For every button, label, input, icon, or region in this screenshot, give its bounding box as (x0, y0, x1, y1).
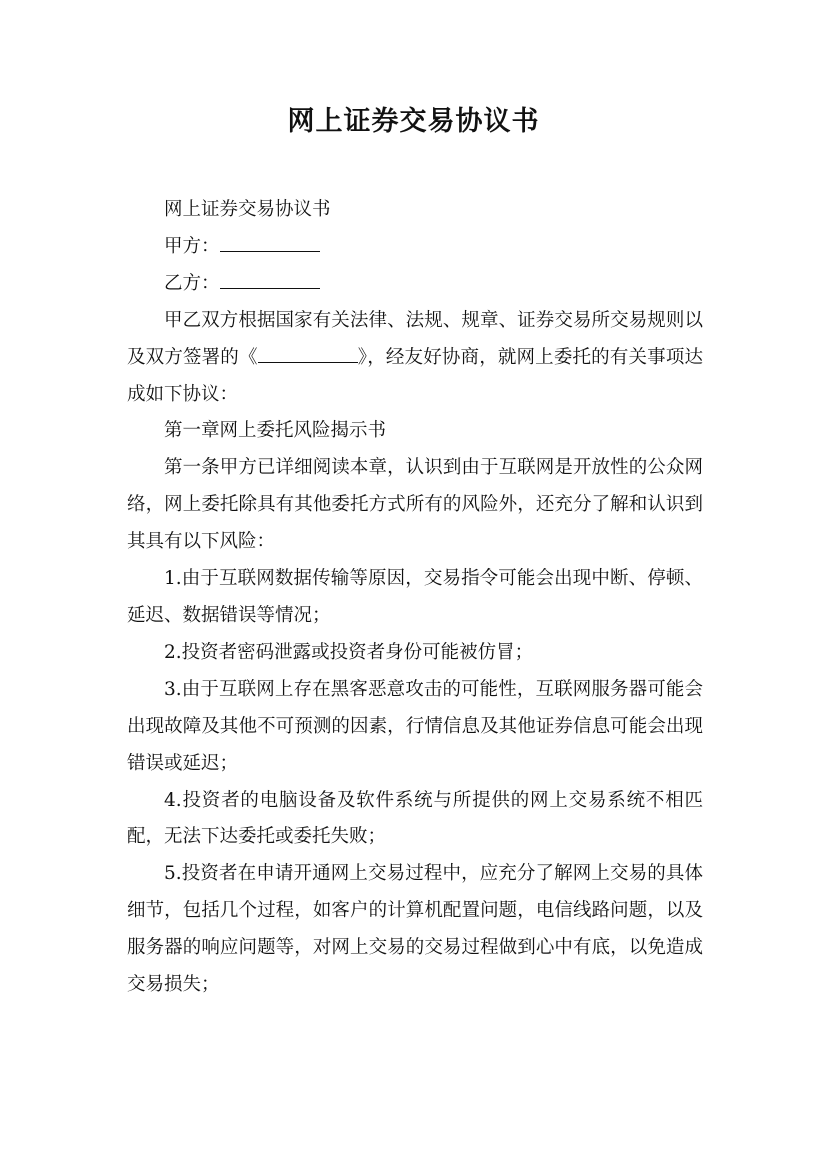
risk-item-4: 4.投资者的电脑设备及软件系统与所提供的网上交易系统不相匹配，无法下达委托或委托失败； (127, 789, 703, 848)
document-title: 网上证券交易协议书 (287, 106, 540, 137)
party-b-blank (220, 268, 320, 288)
preamble-before: 甲乙双方根据国家有关法律、法规、规章、证券交易所交易规则以及双方签署的《 (127, 309, 703, 368)
party-b-label: 乙方： (164, 272, 220, 294)
preamble-paragraph (127, 303, 703, 414)
risk-item-3: 3.由于互联网上存在黑客恶意攻击的可能性，互联网服务器可能会出现故障及其他不可预测的因素，行情信息及其他证券信息可能会出现错误或延迟； (127, 678, 703, 774)
document-body (127, 192, 703, 1004)
party-a-blank (220, 231, 320, 251)
paragraph-heading: 网上证券交易协议书 (164, 199, 331, 220)
risk-item-1: 1.由于互联网数据传输等原因，交易指令可能会出现中断、停顿、延迟、数据错误等情况； (127, 568, 703, 626)
party-a-label: 甲方： (164, 235, 220, 257)
party-a-line (127, 229, 703, 266)
preamble-after: 》，经友好协商，就网上委托的有关事项达成如下协议： (127, 346, 703, 405)
agreement-name-blank (258, 342, 358, 362)
chapter-heading: 第一章网上委托风险揭示书 (164, 420, 387, 442)
article-one: 第一条甲方已详细阅读本章，认识到由于互联网是开放性的公众网络，网上委托除具有其他委托方式所有的风险外，还充分了解和认识到其具有以下风险： (127, 457, 703, 553)
risk-item-2: 2.投资者密码泄露或投资者身份可能被仿冒； (164, 641, 534, 663)
party-b-line (127, 266, 703, 303)
risk-item-5: 5.投资者在申请开通网上交易过程中，应充分了解网上交易的具体细节，包括几个过程，如客户的计算机配置问题，电信线路问题，以及服务器的响应问题等，对网上交易的交易过程做到心中有底，以免造成交易损失； (127, 863, 703, 996)
